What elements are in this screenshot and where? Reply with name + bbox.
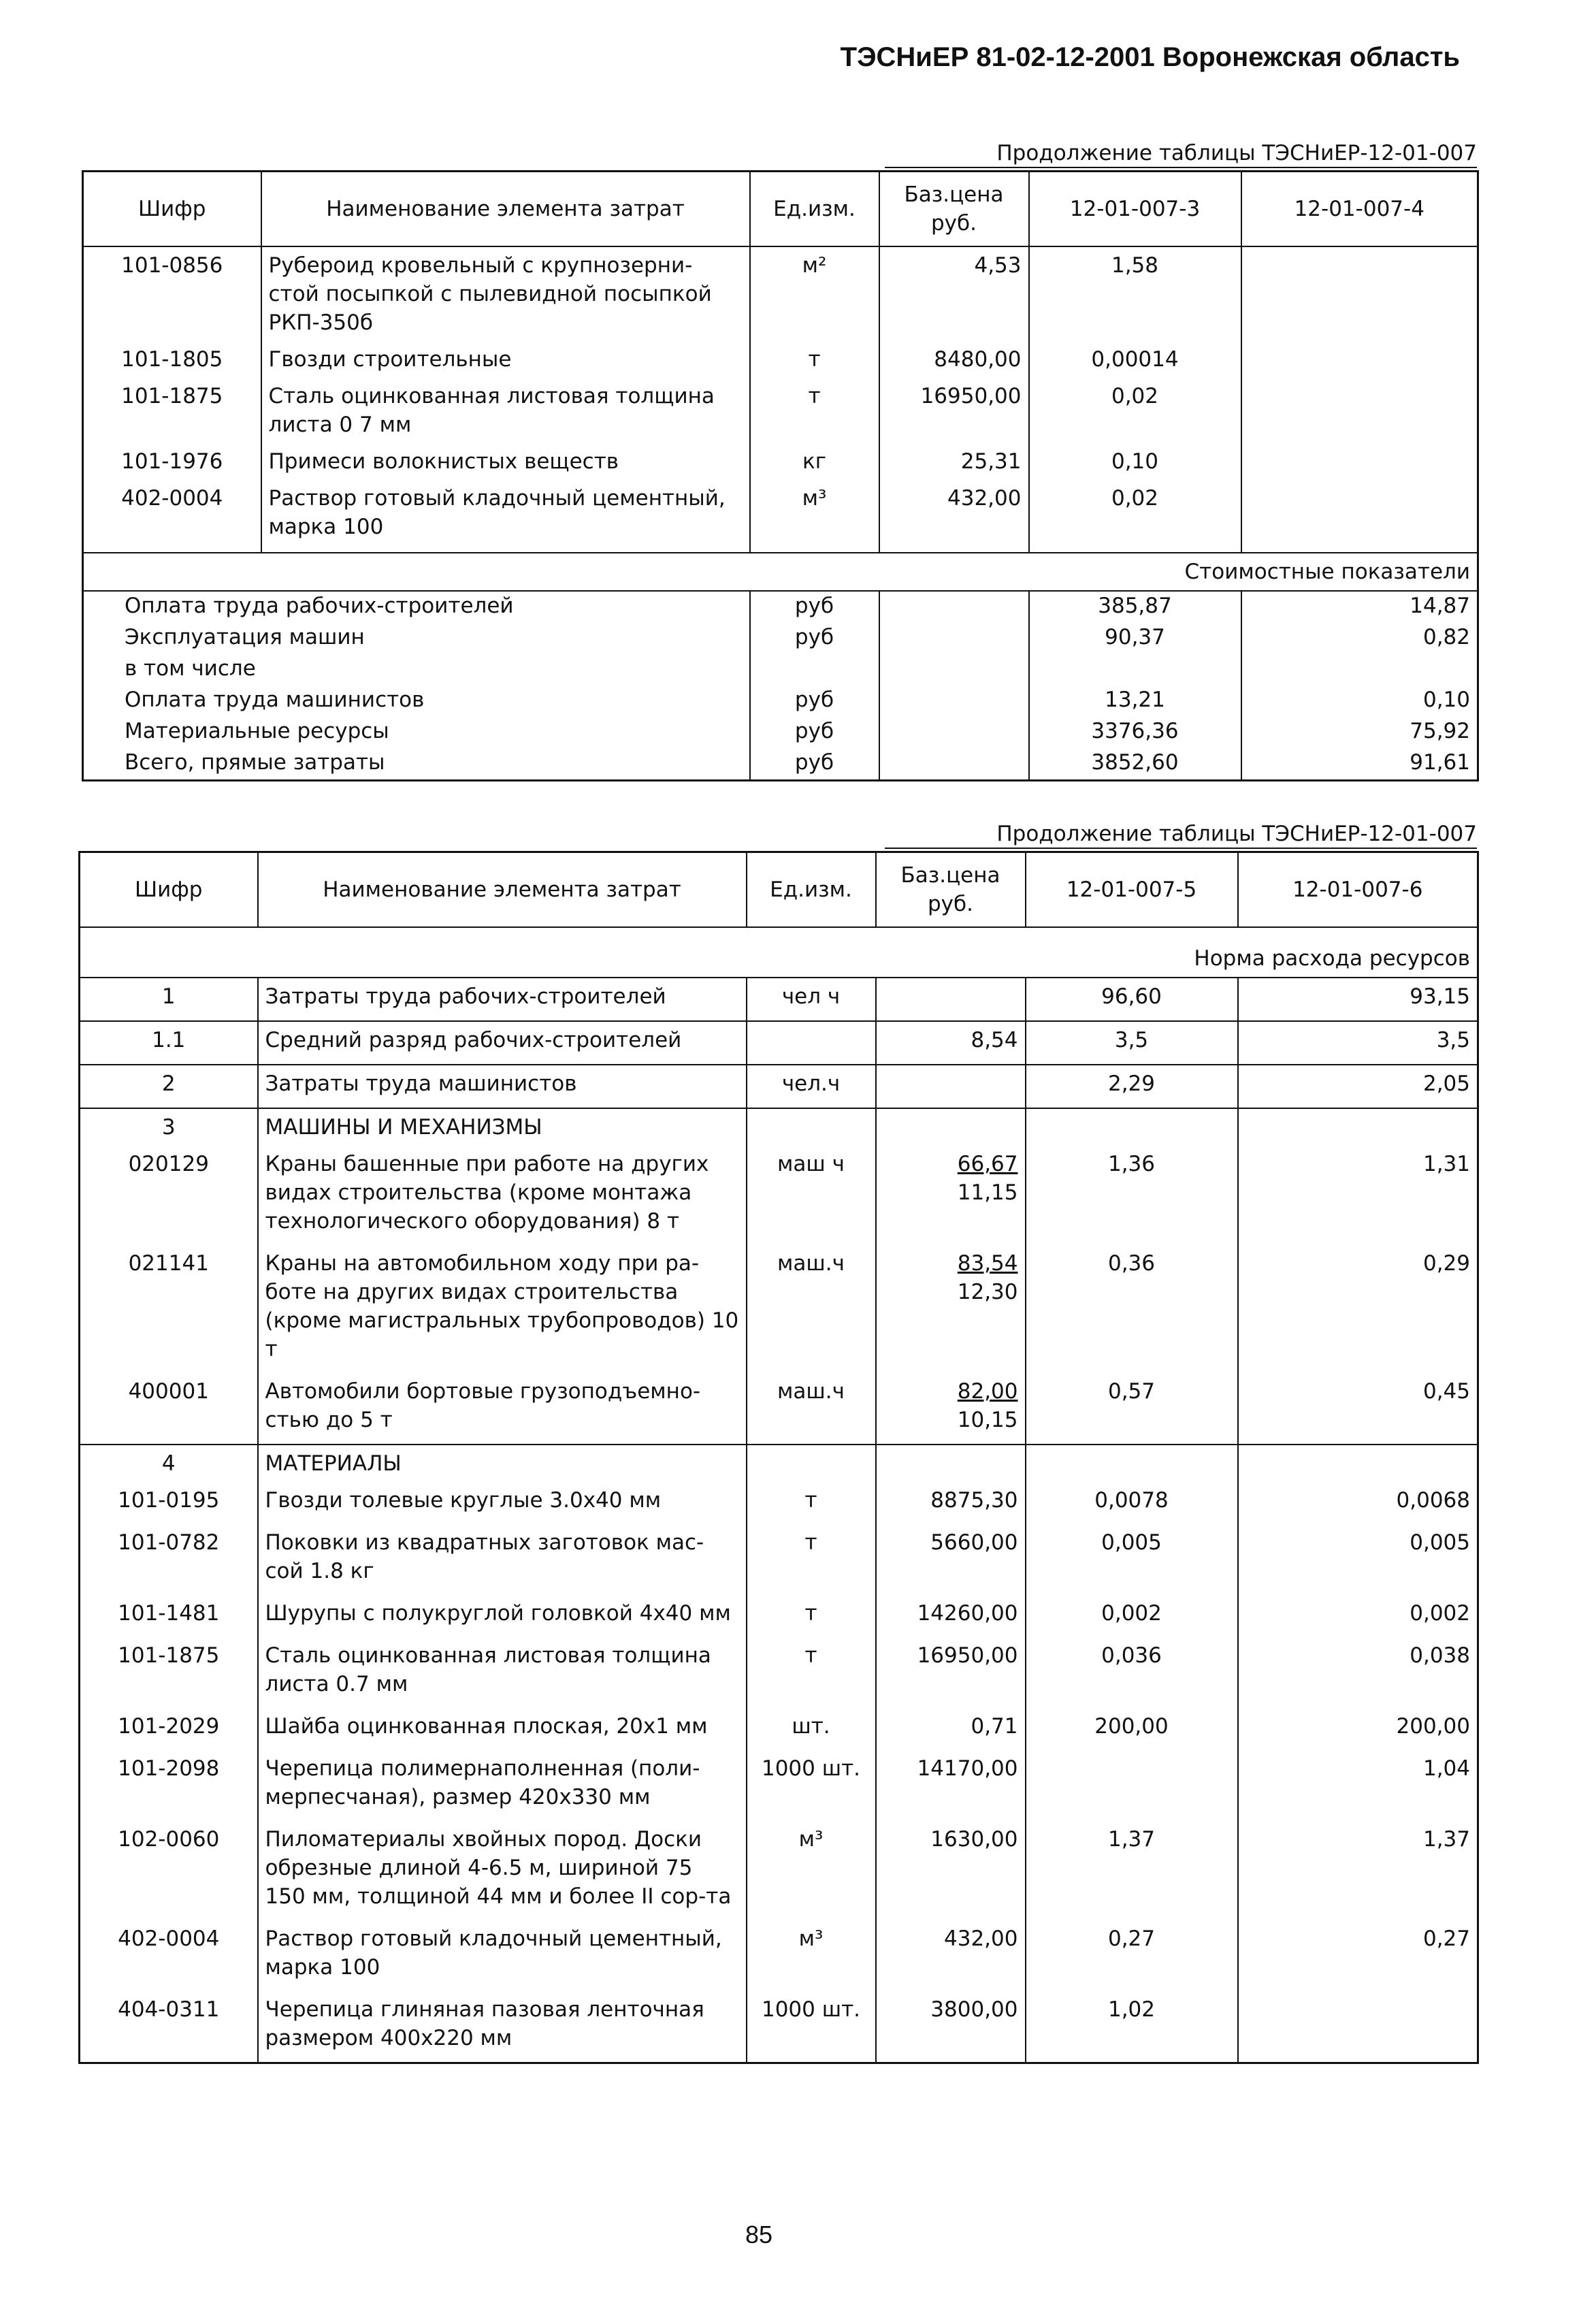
- table-row: [80, 1108, 1478, 1146]
- table-row: [80, 978, 1478, 1021]
- cell-code: 4: [80, 1445, 258, 1482]
- header-col1: 12-01-007-5: [1026, 852, 1238, 928]
- header-price: Баз.цена руб.: [879, 172, 1029, 247]
- cell-price: 432,00: [876, 1920, 1026, 1991]
- cell-name: Рубероид кровельный с крупнозерни-стой посыпкой с пылевидной посыпкой РКП-350б: [261, 246, 750, 341]
- cell-code: 402-0004: [83, 480, 261, 553]
- summary-price-empty: [879, 623, 1029, 654]
- summary-value-1: 3376,36: [1029, 717, 1241, 748]
- header-name: Наименование элемента затрат: [261, 172, 750, 247]
- summary-name: Оплата труда рабочих-строителей: [83, 591, 750, 623]
- cell-value-2: 200,00: [1238, 1708, 1478, 1750]
- table-row: [80, 1920, 1478, 1991]
- cell-name: Раствор готовый кладочный цементный, марка 100: [258, 1920, 747, 1991]
- cell-unit: м³: [747, 1821, 876, 1920]
- summary-row: [83, 654, 1478, 686]
- cell-value-2: 1,37: [1238, 1821, 1478, 1920]
- cell-value-1: 96,60: [1026, 978, 1238, 1021]
- cell-code: 101-1875: [80, 1637, 258, 1708]
- cell-value-1: 0,0078: [1026, 1482, 1238, 1524]
- cell-name: Гвозди толевые круглые 3.0х40 мм: [258, 1482, 747, 1524]
- cell-unit: чел ч: [747, 978, 876, 1021]
- summary-row: [83, 748, 1478, 781]
- cell-code: 402-0004: [80, 1920, 258, 1991]
- cell-name: МАШИНЫ И МЕХАНИЗМЫ: [258, 1108, 747, 1146]
- cell-value-1: 1,02: [1026, 1991, 1238, 2063]
- cell-value-2: 0,27: [1238, 1920, 1478, 1991]
- page-header: ТЭСНиЕР 81-02-12-2001 Воронежская область: [840, 42, 1460, 72]
- cell-value-2: [1241, 480, 1478, 553]
- cell-name: Средний разряд рабочих-строителей: [258, 1021, 747, 1065]
- table-row: [83, 341, 1478, 378]
- summary-value-2: 91,61: [1241, 748, 1478, 781]
- summary-price-empty: [879, 654, 1029, 686]
- summary-value-2: [1241, 654, 1478, 686]
- table-row: [80, 1482, 1478, 1524]
- cell-value-2: [1241, 246, 1478, 341]
- cell-code: 2: [80, 1065, 258, 1108]
- price-salary-value: 12,30: [957, 1280, 1018, 1304]
- cell-price: 14170,00: [876, 1750, 1026, 1821]
- cell-code: 020129: [80, 1146, 258, 1245]
- cell-code: 400001: [80, 1373, 258, 1445]
- cell-value-1: 1,58: [1029, 246, 1241, 341]
- summary-row: [83, 591, 1478, 623]
- cell-price: [876, 1245, 1026, 1373]
- cell-code: 101-0782: [80, 1524, 258, 1595]
- cell-name: Черепица глиняная пазовая ленточная размером 400х220 мм: [258, 1991, 747, 2063]
- cell-price: [876, 1146, 1026, 1245]
- table-row: [83, 246, 1478, 341]
- cell-value-2: 0,002: [1238, 1595, 1478, 1637]
- summary-unit: руб: [750, 623, 879, 654]
- cell-value-2: [1241, 443, 1478, 480]
- cell-unit: т: [747, 1482, 876, 1524]
- cell-name: Черепица полимернаполненная (поли-мерпесчаная), размер 420х330 мм: [258, 1750, 747, 1821]
- summary-row: [83, 717, 1478, 748]
- table-row: [80, 1445, 1478, 1482]
- cell-value-1: [1026, 1108, 1238, 1146]
- cell-code: 102-0060: [80, 1821, 258, 1920]
- cell-price: [876, 1108, 1026, 1146]
- cell-name: Примеси волокнистых веществ: [261, 443, 750, 480]
- cell-value-1: 0,00014: [1029, 341, 1241, 378]
- cell-code: 101-2029: [80, 1708, 258, 1750]
- cell-price: 16950,00: [879, 378, 1029, 443]
- summary-name: в том числе: [83, 654, 750, 686]
- cell-value-1: 2,29: [1026, 1065, 1238, 1108]
- cell-code: 101-1805: [83, 341, 261, 378]
- cell-price: 8875,30: [876, 1482, 1026, 1524]
- table2: [78, 851, 1479, 2064]
- cell-value-1: [1026, 1445, 1238, 1482]
- price-value: 66,67: [957, 1152, 1018, 1176]
- cell-value-2: 0,005: [1238, 1524, 1478, 1595]
- header-col2: 12-01-007-4: [1241, 172, 1478, 247]
- cell-value-1: 3,5: [1026, 1021, 1238, 1065]
- cell-value-1: 1,36: [1026, 1146, 1238, 1245]
- price-value: 82,00: [957, 1379, 1018, 1404]
- cell-unit: шт.: [747, 1708, 876, 1750]
- cell-name: Сталь оцинкованная листовая толщина листа 0 7 мм: [261, 378, 750, 443]
- header-unit: Ед.изм.: [747, 852, 876, 928]
- summary-row: [83, 623, 1478, 654]
- cell-value-2: 1,04: [1238, 1750, 1478, 1821]
- cell-value-1: 0,036: [1026, 1637, 1238, 1708]
- summary-value-2: 75,92: [1241, 717, 1478, 748]
- cell-unit: 1000 шт.: [747, 1750, 876, 1821]
- cell-price: 3800,00: [876, 1991, 1026, 2063]
- cell-value-1: 0,005: [1026, 1524, 1238, 1595]
- summary-unit: руб: [750, 717, 879, 748]
- table2-header-row: [80, 852, 1478, 928]
- table-row: [80, 1750, 1478, 1821]
- cell-unit: кг: [750, 443, 879, 480]
- cell-price: 8480,00: [879, 341, 1029, 378]
- table-row: [80, 1245, 1478, 1373]
- cell-price: [876, 1373, 1026, 1445]
- cell-value-1: 0,27: [1026, 1920, 1238, 1991]
- cell-price: 432,00: [879, 480, 1029, 553]
- cell-price: [876, 1445, 1026, 1482]
- section-note: Норма расхода ресурсов: [80, 927, 1478, 978]
- cell-value-2: [1241, 378, 1478, 443]
- cell-unit: м³: [750, 480, 879, 553]
- summary-unit: руб: [750, 748, 879, 781]
- section-note-row: [80, 927, 1478, 978]
- cell-value-2: 1,31: [1238, 1146, 1478, 1245]
- table-row: [80, 1373, 1478, 1445]
- table-row: [80, 1524, 1478, 1595]
- summary-row: [83, 686, 1478, 717]
- cell-value-2: 0,29: [1238, 1245, 1478, 1373]
- summary-price-empty: [879, 686, 1029, 717]
- cell-unit: т: [750, 378, 879, 443]
- header-code: Шифр: [80, 852, 258, 928]
- cell-value-2: [1238, 1108, 1478, 1146]
- summary-name: Эксплуатация машин: [83, 623, 750, 654]
- table-row: [80, 1146, 1478, 1245]
- table1-header-row: [83, 172, 1478, 247]
- cell-code: 101-1481: [80, 1595, 258, 1637]
- cell-name: Краны на автомобильном ходу при ра-боте на других видах строительства (кроме магистральных трубопроводов) 10 т: [258, 1245, 747, 1373]
- cell-unit: чел.ч: [747, 1065, 876, 1108]
- cell-unit: 1000 шт.: [747, 1991, 876, 2063]
- table-row: [80, 1637, 1478, 1708]
- cell-code: 101-0195: [80, 1482, 258, 1524]
- table-row: [80, 1595, 1478, 1637]
- cell-name: Шайба оцинкованная плоская, 20х1 мм: [258, 1708, 747, 1750]
- cell-value-2: 0,0068: [1238, 1482, 1478, 1524]
- header-code: Шифр: [83, 172, 261, 247]
- summary-price-empty: [879, 748, 1029, 781]
- cell-code: 101-1875: [83, 378, 261, 443]
- cell-unit: т: [747, 1595, 876, 1637]
- cell-code: 404-0311: [80, 1991, 258, 2063]
- cell-name: Сталь оцинкованная листовая толщина листа 0.7 мм: [258, 1637, 747, 1708]
- cell-price: 8,54: [876, 1021, 1026, 1065]
- cell-value-1: 0,36: [1026, 1245, 1238, 1373]
- table-row: [80, 1821, 1478, 1920]
- cell-value-1: 1,37: [1026, 1821, 1238, 1920]
- cell-value-2: 93,15: [1238, 978, 1478, 1021]
- cell-code: 101-0856: [83, 246, 261, 341]
- summary-unit: [750, 654, 879, 686]
- cell-name: МАТЕРИАЛЫ: [258, 1445, 747, 1482]
- table1-caption: Продолжение таблицы ТЭСНиЕР-12-01-007: [885, 140, 1477, 168]
- summary-unit: руб: [750, 686, 879, 717]
- cell-value-1: 0,02: [1029, 378, 1241, 443]
- table-row: [80, 1065, 1478, 1108]
- cell-unit: т: [750, 341, 879, 378]
- summary-value-1: [1029, 654, 1241, 686]
- table-row: [83, 443, 1478, 480]
- cell-value-1: 0,57: [1026, 1373, 1238, 1445]
- cell-unit: [747, 1108, 876, 1146]
- cell-price: 1630,00: [876, 1821, 1026, 1920]
- cell-name: Поковки из квадратных заготовок мас-сой 1.8 кг: [258, 1524, 747, 1595]
- cell-value-2: 0,45: [1238, 1373, 1478, 1445]
- cell-price: 5660,00: [876, 1524, 1026, 1595]
- summary-price-empty: [879, 591, 1029, 623]
- cell-unit: маш.ч: [747, 1373, 876, 1445]
- page-number: 85: [745, 2221, 773, 2248]
- summary-value-1: 13,21: [1029, 686, 1241, 717]
- header-col1: 12-01-007-3: [1029, 172, 1241, 247]
- cell-value-2: 3,5: [1238, 1021, 1478, 1065]
- cell-price: [876, 978, 1026, 1021]
- summary-value-1: 385,87: [1029, 591, 1241, 623]
- cell-price: 0,71: [876, 1708, 1026, 1750]
- cell-value-2: 0,038: [1238, 1637, 1478, 1708]
- summary-value-1: 3852,60: [1029, 748, 1241, 781]
- table-row: [83, 378, 1478, 443]
- price-salary-value: 11,15: [957, 1180, 1018, 1205]
- cell-unit: [747, 1445, 876, 1482]
- cell-name: Затраты труда машинистов: [258, 1065, 747, 1108]
- cell-price: 25,31: [879, 443, 1029, 480]
- cell-value-1: 0,10: [1029, 443, 1241, 480]
- cell-code: 1.1: [80, 1021, 258, 1065]
- header-col2: 12-01-007-6: [1238, 852, 1478, 928]
- price-value: 83,54: [957, 1251, 1018, 1276]
- price-salary-value: 10,15: [957, 1408, 1018, 1432]
- summary-unit: руб: [750, 591, 879, 623]
- summary-price-empty: [879, 717, 1029, 748]
- cell-value-1: 200,00: [1026, 1708, 1238, 1750]
- cell-value-2: 2,05: [1238, 1065, 1478, 1108]
- cell-value-2: [1238, 1445, 1478, 1482]
- cell-unit: м³: [747, 1920, 876, 1991]
- table-row: [83, 480, 1478, 553]
- cell-value-2: [1241, 341, 1478, 378]
- cell-code: 3: [80, 1108, 258, 1146]
- cell-value-1: 0,02: [1029, 480, 1241, 553]
- cell-name: Автомобили бортовые грузоподъемно-стью до 5 т: [258, 1373, 747, 1445]
- table-row: [80, 1991, 1478, 2063]
- table1: [82, 170, 1479, 781]
- header-price: Баз.цена руб.: [876, 852, 1026, 928]
- cell-price: [876, 1065, 1026, 1108]
- table2-caption: Продолжение таблицы ТЭСНиЕР-12-01-007: [885, 820, 1477, 849]
- cell-name: Затраты труда рабочих-строителей: [258, 978, 747, 1021]
- table-row: [80, 1708, 1478, 1750]
- cell-value-1: 0,002: [1026, 1595, 1238, 1637]
- cell-unit: маш ч: [747, 1146, 876, 1245]
- cell-code: 1: [80, 978, 258, 1021]
- summary-name: Всего, прямые затраты: [83, 748, 750, 781]
- summary-name: Оплата труда машинистов: [83, 686, 750, 717]
- summary-value-2: 0,10: [1241, 686, 1478, 717]
- cell-code: 101-1976: [83, 443, 261, 480]
- cell-unit: т: [747, 1524, 876, 1595]
- summary-value-2: 14,87: [1241, 591, 1478, 623]
- header-unit: Ед.изм.: [750, 172, 879, 247]
- summary-value-1: 90,37: [1029, 623, 1241, 654]
- cell-name: Раствор готовый кладочный цементный, марка 100: [261, 480, 750, 553]
- cell-price: 16950,00: [876, 1637, 1026, 1708]
- summary-value-2: 0,82: [1241, 623, 1478, 654]
- cell-value-1: [1026, 1750, 1238, 1821]
- section-note: Стоимостные показатели: [83, 553, 1478, 591]
- cell-name: Гвозди строительные: [261, 341, 750, 378]
- cell-unit: маш.ч: [747, 1245, 876, 1373]
- cell-price: 4,53: [879, 246, 1029, 341]
- cell-name: Краны башенные при работе на других видах строительства (кроме монтажа технологического оборудования) 8 т: [258, 1146, 747, 1245]
- cell-code: 021141: [80, 1245, 258, 1373]
- header-name: Наименование элемента затрат: [258, 852, 747, 928]
- cell-unit: т: [747, 1637, 876, 1708]
- table-row: [80, 1021, 1478, 1065]
- summary-name: Материальные ресурсы: [83, 717, 750, 748]
- section-note-row: [83, 553, 1478, 591]
- cell-unit: [747, 1021, 876, 1065]
- cell-price: 14260,00: [876, 1595, 1026, 1637]
- cell-name: Шурупы с полукруглой головкой 4х40 мм: [258, 1595, 747, 1637]
- cell-code: 101-2098: [80, 1750, 258, 1821]
- cell-name: Пиломатериалы хвойных пород. Доски обрезные длиной 4-6.5 м, шириной 75 150 мм, толщиной 44 мм и более II сор-та: [258, 1821, 747, 1920]
- cell-unit: м²: [750, 246, 879, 341]
- cell-value-2: [1238, 1991, 1478, 2063]
